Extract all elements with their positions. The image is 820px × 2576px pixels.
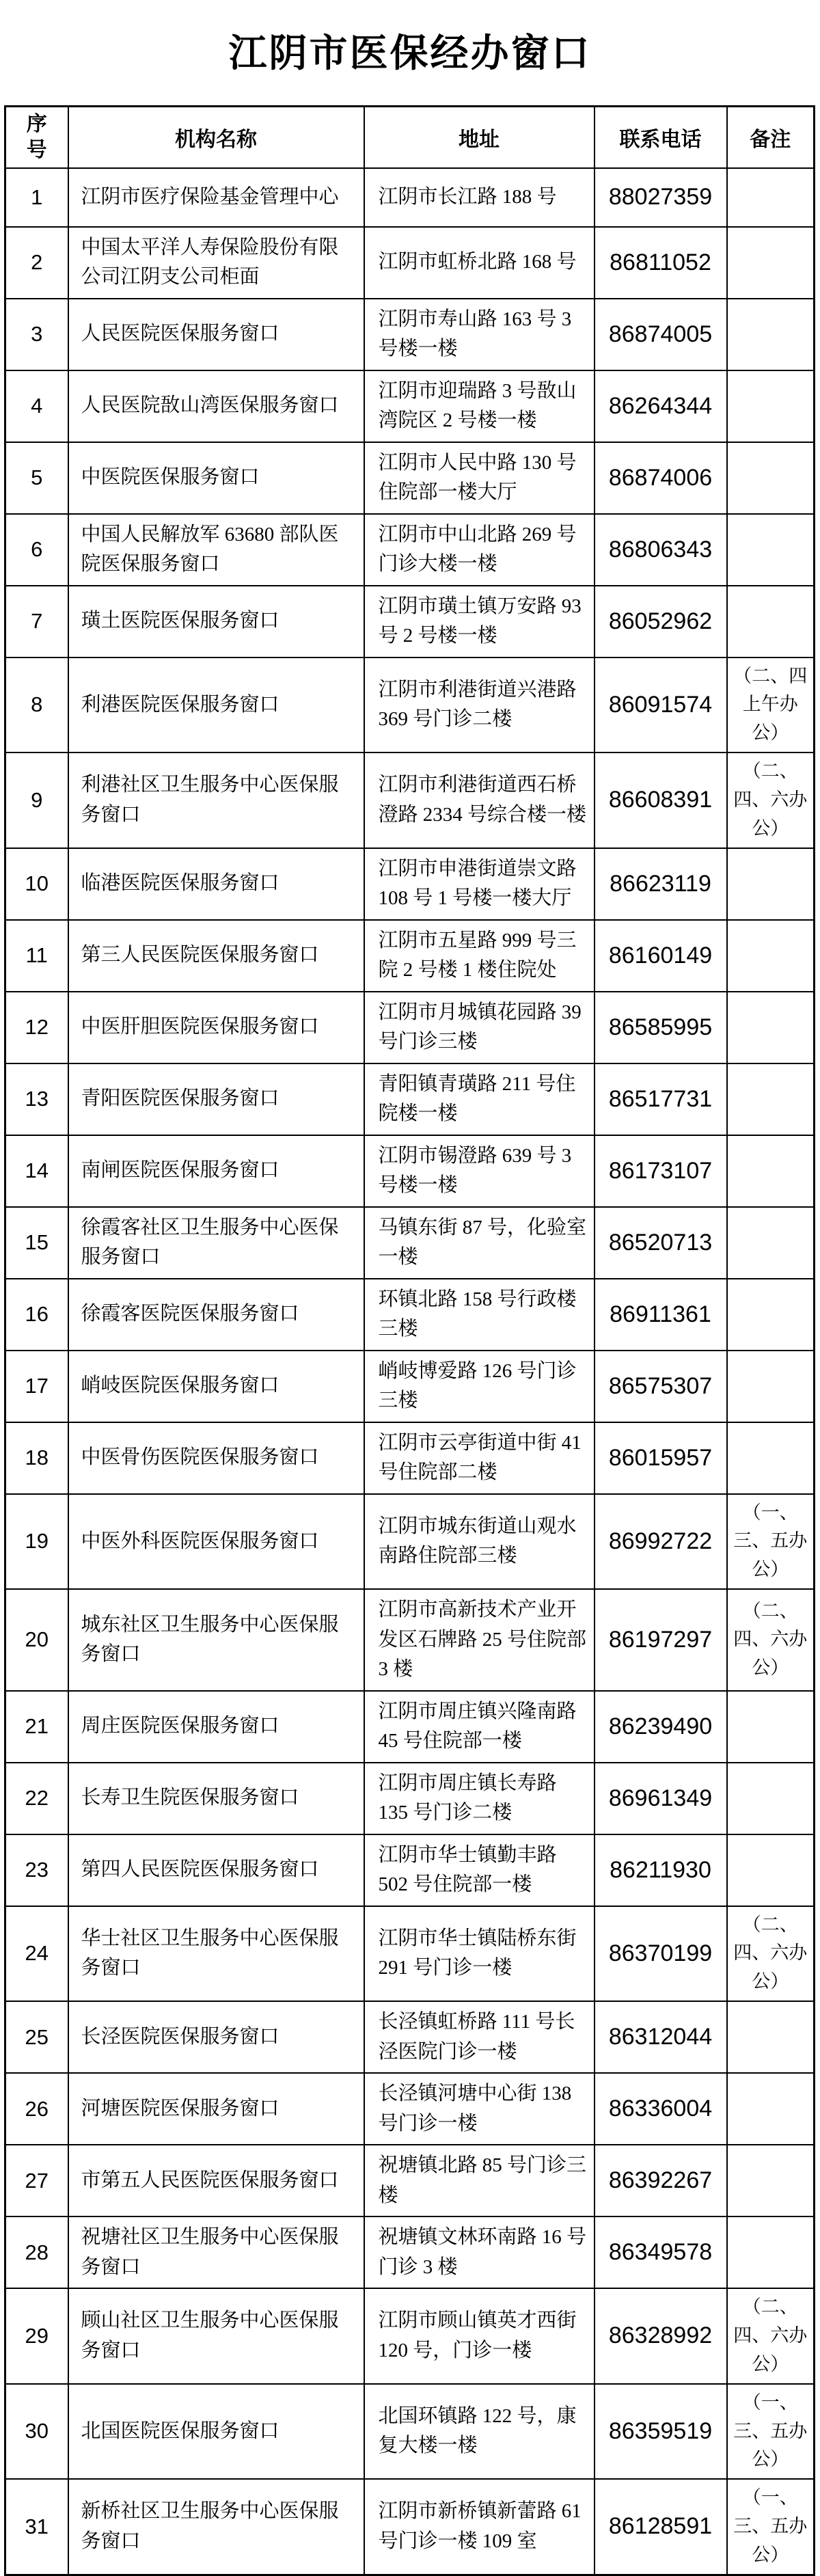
table-row [5, 1691, 815, 1763]
institution-address: 江阴市华士镇勤丰路 502 号住院部一楼 [364, 1834, 594, 1906]
institution-name: 中医院医保服务窗口 [68, 442, 364, 514]
institution-name: 峭岐医院医保服务窗口 [68, 1351, 364, 1422]
institution-name: 长寿卫生院医保服务窗口 [68, 1763, 364, 1834]
institution-name: 新桥社区卫生服务中心医保服务窗口 [68, 2479, 364, 2575]
institution-address: 祝塘镇北路 85 号门诊三楼 [364, 2145, 594, 2216]
contact-phone-number: 86349578 [594, 2216, 727, 2288]
header-serial-number: 序号 [5, 107, 68, 168]
institution-name: 中国人民解放军 63680 部队医院医保服务窗口 [68, 514, 364, 586]
remark-text: （二、四、六办公） [727, 753, 815, 848]
table-row [5, 168, 815, 227]
remark-text [727, 1135, 815, 1207]
remark-text [727, 920, 815, 992]
medical-insurance-windows-table [4, 105, 815, 2576]
row-serial-number: 17 [5, 1351, 68, 1422]
table-row [5, 1279, 815, 1351]
institution-name: 第三人民医院医保服务窗口 [68, 920, 364, 992]
institution-address: 江阴市周庄镇长寿路 135 号门诊二楼 [364, 1763, 594, 1834]
header-institution-name: 机构名称 [68, 107, 364, 168]
table-row [5, 992, 815, 1063]
institution-address: 青阳镇青璜路 211 号住院楼一楼 [364, 1063, 594, 1135]
row-serial-number: 22 [5, 1763, 68, 1834]
institution-address: 环镇北路 158 号行政楼三楼 [364, 1279, 594, 1351]
institution-name: 徐霞客医院医保服务窗口 [68, 1279, 364, 1351]
remark-text: （一、三、五办公） [727, 2384, 815, 2480]
header-contact-phone: 联系电话 [594, 107, 727, 168]
table-body [5, 168, 815, 2575]
remark-text [727, 1207, 815, 1279]
remark-text: （一、三、五办公） [727, 2479, 815, 2575]
contact-phone-number: 86517731 [594, 1063, 727, 1135]
remark-text [727, 370, 815, 442]
institution-address: 江阴市顾山镇英才西街 120 号，门诊一楼 [364, 2288, 594, 2384]
institution-name: 南闸医院医保服务窗口 [68, 1135, 364, 1207]
remark-text: （一、三、五办公） [727, 1494, 815, 1590]
remark-text [727, 168, 815, 227]
contact-phone-number: 86392267 [594, 2145, 727, 2216]
institution-address: 江阴市华士镇陆桥东街 291 号门诊一楼 [364, 1906, 594, 2002]
institution-name: 临港医院医保服务窗口 [68, 848, 364, 920]
institution-name: 长泾医院医保服务窗口 [68, 2001, 364, 2073]
header-row [5, 107, 815, 168]
row-serial-number: 2 [5, 227, 68, 299]
remark-text [727, 514, 815, 586]
contact-phone-number: 88027359 [594, 168, 727, 227]
row-serial-number: 19 [5, 1494, 68, 1590]
institution-address: 江阴市中山北路 269 号门诊大楼一楼 [364, 514, 594, 586]
institution-address: 峭岐博爱路 126 号门诊三楼 [364, 1351, 594, 1422]
remark-text [727, 992, 815, 1063]
institution-name: 江阴市医疗保险基金管理中心 [68, 168, 364, 227]
table-row [5, 2216, 815, 2288]
institution-address: 江阴市申港街道崇文路 108 号 1 号楼一楼大厅 [364, 848, 594, 920]
institution-name: 中医肝胆医院医保服务窗口 [68, 992, 364, 1063]
institution-address: 江阴市月城镇花园路 39 号门诊三楼 [364, 992, 594, 1063]
row-serial-number: 27 [5, 2145, 68, 2216]
contact-phone-number: 86874006 [594, 442, 727, 514]
contact-phone-number: 86623119 [594, 848, 727, 920]
table-row [5, 2479, 815, 2575]
remark-text: （二、四上午办公） [727, 657, 815, 753]
institution-name: 北国医院医保服务窗口 [68, 2384, 364, 2480]
institution-address: 江阴市寿山路 163 号 3 号楼一楼 [364, 299, 594, 370]
table-row [5, 657, 815, 753]
row-serial-number: 26 [5, 2073, 68, 2145]
remark-text [727, 1063, 815, 1135]
institution-name: 第四人民医院医保服务窗口 [68, 1834, 364, 1906]
institution-address: 江阴市周庄镇兴隆南路 45 号住院部一楼 [364, 1691, 594, 1763]
table-row [5, 2073, 815, 2145]
contact-phone-number: 86015957 [594, 1422, 727, 1494]
institution-address: 北国环镇路 122 号，康复大楼一楼 [364, 2384, 594, 2480]
table-row [5, 1135, 815, 1207]
institution-name: 城东社区卫生服务中心医保服务窗口 [68, 1589, 364, 1691]
institution-address: 江阴市锡澄路 639 号 3 号楼一楼 [364, 1135, 594, 1207]
institution-address: 江阴市五星路 999 号三院 2 号楼 1 楼住院处 [364, 920, 594, 992]
institution-name: 顾山社区卫生服务中心医保服务窗口 [68, 2288, 364, 2384]
contact-phone-number: 86328992 [594, 2288, 727, 2384]
table-row [5, 2384, 815, 2480]
remark-text [727, 586, 815, 657]
row-serial-number: 20 [5, 1589, 68, 1691]
institution-address: 江阴市迎瑞路 3 号敔山湾院区 2 号楼一楼 [364, 370, 594, 442]
remark-text [727, 1691, 815, 1763]
table-row [5, 2001, 815, 2073]
contact-phone-number: 86211930 [594, 1834, 727, 1906]
contact-phone-number: 86911361 [594, 1279, 727, 1351]
institution-address: 马镇东街 87 号，化验室一楼 [364, 1207, 594, 1279]
table-row [5, 2145, 815, 2216]
row-serial-number: 5 [5, 442, 68, 514]
contact-phone-number: 86239490 [594, 1691, 727, 1763]
table-row [5, 1422, 815, 1494]
contact-phone-number: 86608391 [594, 753, 727, 848]
contact-phone-number: 86585995 [594, 992, 727, 1063]
remark-text [727, 848, 815, 920]
row-serial-number: 16 [5, 1279, 68, 1351]
contact-phone-number: 86091574 [594, 657, 727, 753]
remark-text [727, 2073, 815, 2145]
row-serial-number: 15 [5, 1207, 68, 1279]
institution-address: 江阴市城东街道山观水南路住院部三楼 [364, 1494, 594, 1590]
table-row [5, 370, 815, 442]
institution-address: 江阴市利港街道西石桥澄路 2334 号综合楼一楼 [364, 753, 594, 848]
institution-name: 祝塘社区卫生服务中心医保服务窗口 [68, 2216, 364, 2288]
page-title: 江阴市医保经办窗口 [228, 33, 592, 75]
institution-name: 华士社区卫生服务中心医保服务窗口 [68, 1906, 364, 2002]
institution-name: 璜土医院医保服务窗口 [68, 586, 364, 657]
remark-text [727, 1279, 815, 1351]
institution-name: 徐霞客社区卫生服务中心医保服务窗口 [68, 1207, 364, 1279]
institution-name: 市第五人民医院医保服务窗口 [68, 2145, 364, 2216]
contact-phone-number: 86874005 [594, 299, 727, 370]
table-row [5, 753, 815, 848]
row-serial-number: 24 [5, 1906, 68, 2002]
table-row [5, 299, 815, 370]
row-serial-number: 12 [5, 992, 68, 1063]
institution-address: 长泾镇河塘中心街 138 号门诊一楼 [364, 2073, 594, 2145]
table-row [5, 1763, 815, 1834]
table-row [5, 1589, 815, 1691]
contact-phone-number: 86992722 [594, 1494, 727, 1590]
remark-text [727, 227, 815, 299]
row-serial-number: 18 [5, 1422, 68, 1494]
row-serial-number: 1 [5, 168, 68, 227]
document-page [0, 23, 820, 2576]
table-row [5, 1207, 815, 1279]
institution-name: 中国太平洋人寿保险股份有限公司江阴支公司柜面 [68, 227, 364, 299]
header-remark: 备注 [727, 107, 815, 168]
row-serial-number: 30 [5, 2384, 68, 2480]
institution-name: 河塘医院医保服务窗口 [68, 2073, 364, 2145]
row-serial-number: 23 [5, 1834, 68, 1906]
table-row [5, 1906, 815, 2002]
row-serial-number: 25 [5, 2001, 68, 2073]
contact-phone-number: 86961349 [594, 1763, 727, 1834]
row-serial-number: 7 [5, 586, 68, 657]
institution-address: 江阴市虹桥北路 168 号 [364, 227, 594, 299]
contact-phone-number: 86359519 [594, 2384, 727, 2480]
row-serial-number: 31 [5, 2479, 68, 2575]
table-row [5, 227, 815, 299]
remark-text [727, 1763, 815, 1834]
institution-address: 江阴市高新技术产业开发区石牌路 25 号住院部 3 楼 [364, 1589, 594, 1691]
institution-name: 青阳医院医保服务窗口 [68, 1063, 364, 1135]
table-row [5, 586, 815, 657]
table-row [5, 514, 815, 586]
contact-phone-number: 86160149 [594, 920, 727, 992]
row-serial-number: 3 [5, 299, 68, 370]
row-serial-number: 21 [5, 1691, 68, 1763]
contact-phone-number: 86312044 [594, 2001, 727, 2073]
remark-text: （二、四、六办公） [727, 1589, 815, 1691]
row-serial-number: 29 [5, 2288, 68, 2384]
remark-text [727, 442, 815, 514]
row-serial-number: 28 [5, 2216, 68, 2288]
institution-address: 江阴市云亭街道中街 41 号住院部二楼 [364, 1422, 594, 1494]
contact-phone-number: 86264344 [594, 370, 727, 442]
table-row [5, 1834, 815, 1906]
institution-name: 利港社区卫生服务中心医保服务窗口 [68, 753, 364, 848]
institution-name: 中医骨伤医院医保服务窗口 [68, 1422, 364, 1494]
contact-phone-number: 86197297 [594, 1589, 727, 1691]
institution-address: 江阴市新桥镇新蕾路 61 号门诊一楼 109 室 [364, 2479, 594, 2575]
table-row [5, 848, 815, 920]
row-serial-number: 8 [5, 657, 68, 753]
institution-address: 江阴市长江路 188 号 [364, 168, 594, 227]
remark-text [727, 1422, 815, 1494]
row-serial-number: 11 [5, 920, 68, 992]
row-serial-number: 10 [5, 848, 68, 920]
institution-name: 人民医院敔山湾医保服务窗口 [68, 370, 364, 442]
contact-phone-number: 86806343 [594, 514, 727, 586]
institution-address: 江阴市璜土镇万安路 93 号 2 号楼一楼 [364, 586, 594, 657]
row-serial-number: 4 [5, 370, 68, 442]
contact-phone-number: 86173107 [594, 1135, 727, 1207]
remark-text [727, 299, 815, 370]
remark-text [727, 2145, 815, 2216]
contact-phone-number: 86811052 [594, 227, 727, 299]
contact-phone-number: 86370199 [594, 1906, 727, 2002]
institution-name: 人民医院医保服务窗口 [68, 299, 364, 370]
remark-text [727, 2216, 815, 2288]
institution-address: 祝塘镇文林环南路 16 号门诊 3 楼 [364, 2216, 594, 2288]
remark-text: （二、四、六办公） [727, 1906, 815, 2002]
institution-name: 利港医院医保服务窗口 [68, 657, 364, 753]
contact-phone-number: 86575307 [594, 1351, 727, 1422]
remark-text [727, 1834, 815, 1906]
row-serial-number: 14 [5, 1135, 68, 1207]
row-serial-number: 13 [5, 1063, 68, 1135]
institution-name: 周庄医院医保服务窗口 [68, 1691, 364, 1763]
contact-phone-number: 86128591 [594, 2479, 727, 2575]
table-row [5, 920, 815, 992]
table-row [5, 442, 815, 514]
row-serial-number: 6 [5, 514, 68, 586]
table-row [5, 2288, 815, 2384]
row-serial-number: 9 [5, 753, 68, 848]
institution-address: 长泾镇虹桥路 111 号长泾医院门诊一楼 [364, 2001, 594, 2073]
contact-phone-number: 86520713 [594, 1207, 727, 1279]
remark-text [727, 1351, 815, 1422]
institution-address: 江阴市利港街道兴港路 369 号门诊二楼 [364, 657, 594, 753]
table-row [5, 1063, 815, 1135]
table-row [5, 1494, 815, 1590]
remark-text: （二、四、六办公） [727, 2288, 815, 2384]
header-address: 地址 [364, 107, 594, 168]
contact-phone-number: 86336004 [594, 2073, 727, 2145]
table-row [5, 1351, 815, 1422]
institution-address: 江阴市人民中路 130 号住院部一楼大厅 [364, 442, 594, 514]
institution-name: 中医外科医院医保服务窗口 [68, 1494, 364, 1590]
contact-phone-number: 86052962 [594, 586, 727, 657]
remark-text [727, 2001, 815, 2073]
